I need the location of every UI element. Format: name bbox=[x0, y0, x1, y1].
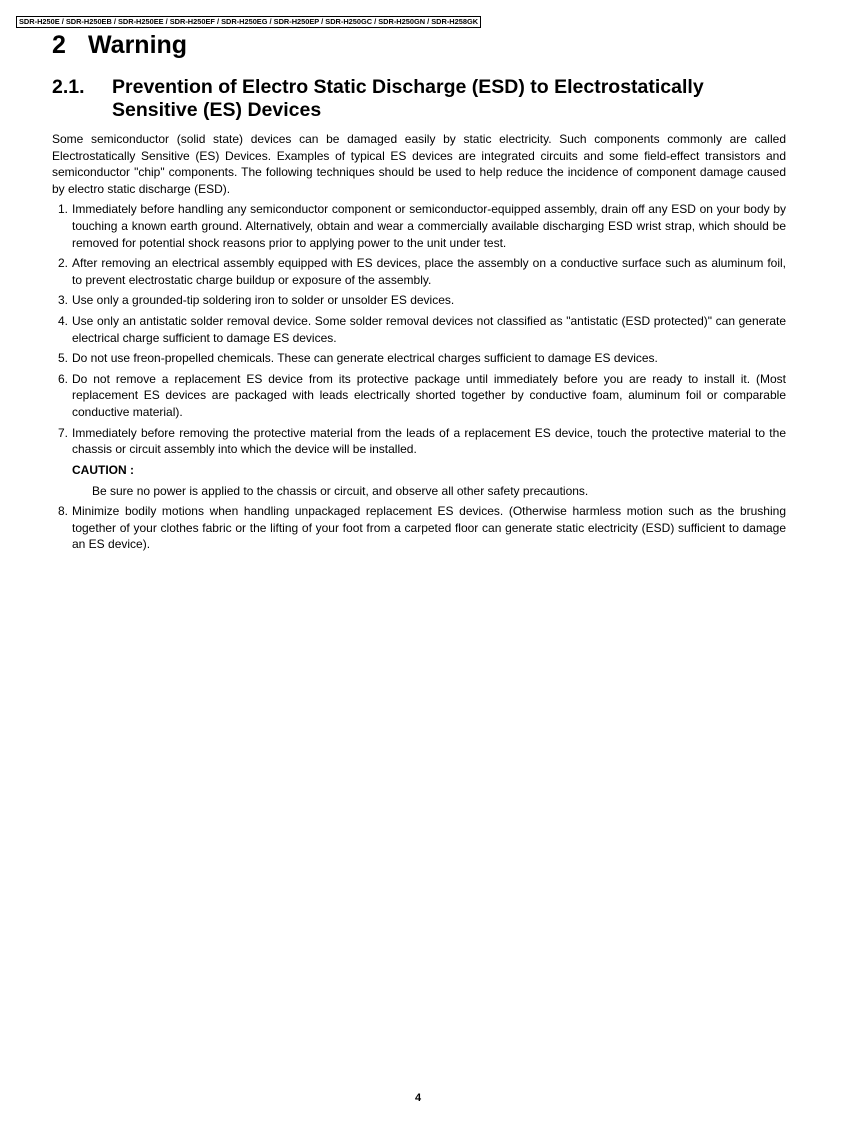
caution-heading: CAUTION : bbox=[72, 462, 134, 477]
caution-text: Be sure no power is applied to the chassis or circuit, and observe all other safety precautions. bbox=[92, 483, 589, 498]
section-title-text: Prevention of Electro Static Discharge (ESD) to Electrostatically Sensitive (ES) Devices bbox=[112, 76, 704, 121]
step-text: Immediately before handling any semiconductor component or semiconductor-equipped assembly, drain off any ESD on your body by touching a known earth ground. Alternatively, obtain and wear a commercially available discharging ESD wrist strap, which should be removed for potential shock reasons prior to applying power to the unit under test. bbox=[72, 202, 786, 250]
step-text: Use only an antistatic solder removal device. Some solder removal devices not classified as "antistatic (ESD protected)" can generate electrical charge sufficient to damage ES devices. bbox=[72, 313, 786, 345]
section-number: 2.1. bbox=[52, 76, 85, 98]
step-number: 8. bbox=[58, 504, 69, 519]
step-text: Minimize bodily motions when handling unpackaged replacement ES devices. (Otherwise harmless motion such as the brushing together of your clothes fabric or the lifting of your foot from a carpeted floor can generate static electricity (ESD) sufficient to damage an ES device). bbox=[72, 504, 786, 552]
step-text: After removing an electrical assembly equipped with ES devices, place the assembly on a conductive surface such as aluminum foil, to prevent electrostatic charge buildup or exposure of the assembly. bbox=[72, 256, 786, 287]
step-number: 3. bbox=[58, 293, 69, 308]
section-content bbox=[52, 131, 786, 557]
list-item bbox=[52, 255, 786, 288]
section-title bbox=[52, 76, 786, 122]
list-item bbox=[52, 503, 786, 553]
model-number-header: SDR-H250E / SDR-H250EB / SDR-H250EE / SDR-H250EF / SDR-H250EG / SDR-H250EP / SDR-H250GC / SDR-H250GN / SDR-H258GK bbox=[16, 16, 481, 28]
step-number: 6. bbox=[58, 371, 69, 386]
chapter-number: 2 bbox=[52, 31, 66, 59]
intro-paragraph: Some semiconductor (solid state) devices can be damaged easily by static electricity. Such components commonly are called Electrostatically Sensitive (ES) Devices. Examples of typical ES devices are integrated circuits and some field-effect transistors and semiconductor "chip" components. The following techniques should be used to help reduce the incidence of component damage caused by electro static discharge (ESD). bbox=[52, 132, 786, 196]
step-text: Do not use freon-propelled chemicals. These can generate electrical charges sufficient to damage ES devices. bbox=[72, 351, 658, 366]
step-text: Immediately before removing the protective material from the leads of a replacement ES device, touch the protective material to the chassis or circuit assembly into which the device will be installed. bbox=[72, 425, 786, 457]
list-item bbox=[52, 313, 786, 346]
step-text: Use only a grounded-tip soldering iron to solder or unsolder ES devices. bbox=[72, 293, 455, 308]
list-item bbox=[52, 201, 786, 251]
list-item bbox=[52, 425, 786, 458]
list-item bbox=[52, 292, 786, 309]
list-item bbox=[52, 371, 786, 421]
list-item bbox=[52, 350, 786, 367]
esd-steps-list-continued bbox=[52, 503, 786, 553]
step-number: 1. bbox=[58, 202, 69, 217]
chapter-title-text: Warning bbox=[88, 31, 188, 59]
esd-steps-list bbox=[52, 201, 786, 457]
step-number: 2. bbox=[58, 256, 69, 271]
chapter-title bbox=[52, 29, 187, 61]
caution-block bbox=[52, 462, 786, 500]
page-number: 4 bbox=[414, 1092, 422, 1104]
step-number: 4. bbox=[58, 313, 69, 328]
step-number: 5. bbox=[58, 351, 69, 366]
step-number: 7. bbox=[58, 425, 69, 440]
step-text: Do not remove a replacement ES device from its protective package until immediately before you are ready to install it. (Most replacement ES devices are packaged with leads electrically shorted together by conductive foam, aluminum foil or comparable conductive material). bbox=[72, 371, 786, 419]
